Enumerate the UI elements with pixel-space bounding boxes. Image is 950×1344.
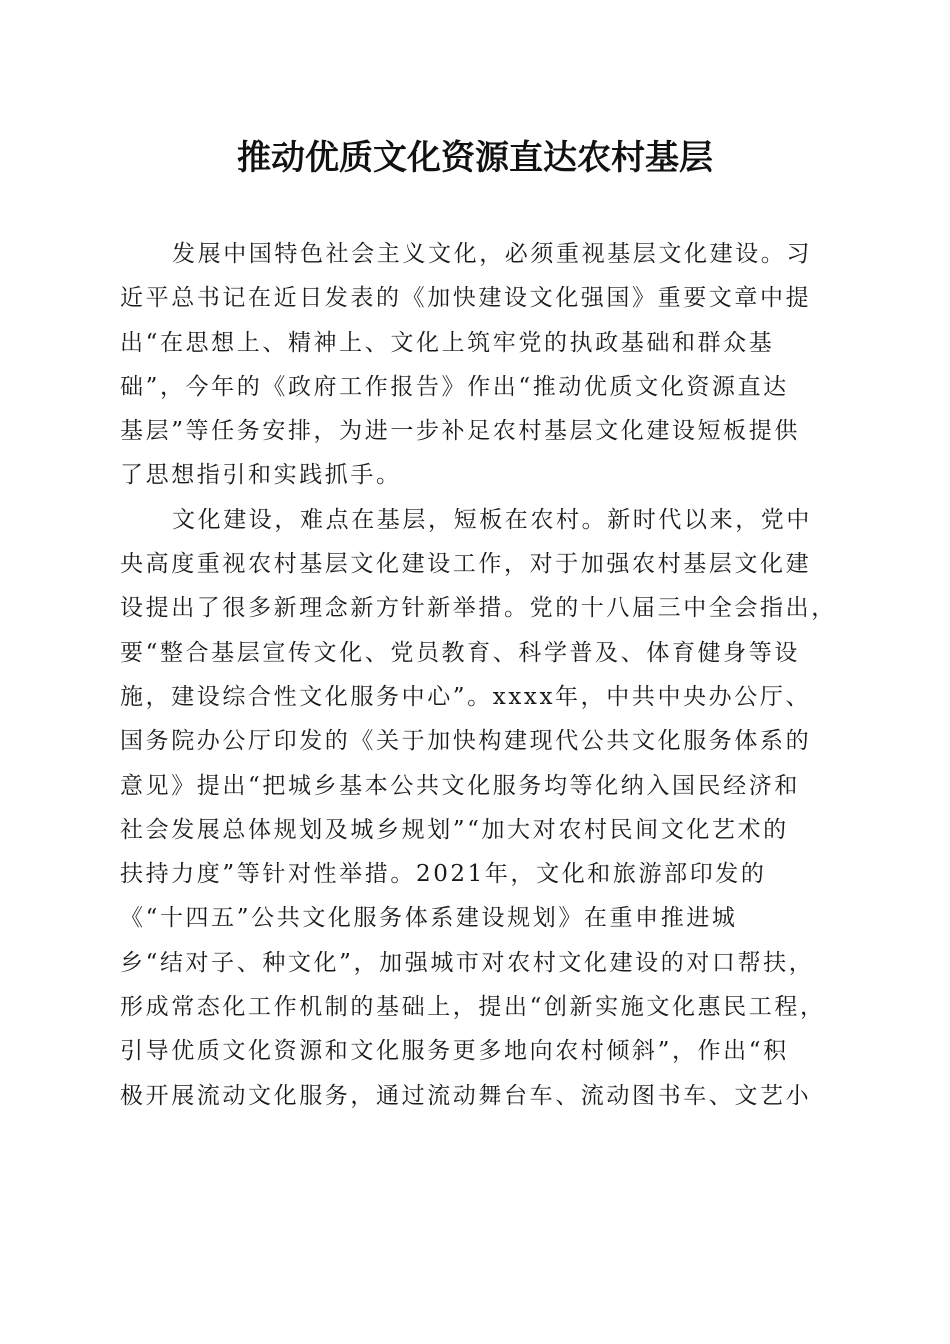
paragraph-line: 央高度重视农村基层文化建设工作，对于加强农村基层文化建 (120, 551, 812, 578)
paragraph-line: 社会发展总体规划及城乡规划”“加大对农村民间文化艺术的 (120, 816, 789, 843)
paragraph-line: 意见》提出“把城乡基本公共文化服务均等化纳入国民经济和 (120, 772, 800, 799)
paragraph-line: 极开展流动文化服务，通过流动舞台车、流动图书车、文艺小 (120, 1082, 812, 1109)
paragraph-line: 了思想指引和实践抓手。 (120, 462, 402, 489)
document-title: 推动优质文化资源直达农村基层 (237, 138, 713, 178)
paragraph-line: 《“十四五”公共文化服务体系建设规划》在重申推进城 (120, 905, 738, 932)
paragraph-line: 扶持力度”等针对性举措。2021年，文化和旅游部印发的 (120, 861, 767, 888)
paragraph-2 (120, 498, 837, 1118)
paragraph-line: 设提出了很多新理念新方针新举措。党的十八届三中全会指出， (120, 595, 837, 622)
paragraph-line: 施，建设综合性文化服务中心”。xxxx年，中共中央办公厅、 (120, 683, 812, 710)
paragraph-line: 文化建设，难点在基层，短板在农村。新时代以来，党中 (172, 506, 812, 533)
paragraph-line: 要“整合基层宣传文化、党员教育、科学普及、体育健身等设 (120, 639, 800, 666)
paragraph-line: 发展中国特色社会主义文化，必须重视基层文化建设。习 (172, 241, 812, 267)
paragraph-1 (120, 232, 825, 498)
paragraph-line: 形成常态化工作机制的基础上，提出“创新实施文化惠民工程， (120, 994, 826, 1021)
paragraph-line: 础”，今年的《政府工作报告》作出“推动优质文化资源直达 (120, 373, 789, 400)
paragraph-line: 出“在思想上、精神上、文化上筑牢党的执政基础和群众基 (120, 329, 775, 356)
paragraph-line: 国务院办公厅印发的《关于加快构建现代公共文化服务体系的 (120, 728, 812, 755)
paragraph-line: 基层”等任务安排，为进一步补足农村基层文化建设短板提供 (120, 418, 800, 445)
document-body (120, 232, 837, 1118)
paragraph-line: 引导优质文化资源和文化服务更多地向农村倾斜”，作出“积 (120, 1038, 789, 1065)
paragraph-line: 乡“结对子、种文化”，加强城市对农村文化建设的对口帮扶， (120, 949, 815, 976)
paragraph-line: 近平总书记在近日发表的《加快建设文化强国》重要文章中提 (120, 285, 812, 312)
